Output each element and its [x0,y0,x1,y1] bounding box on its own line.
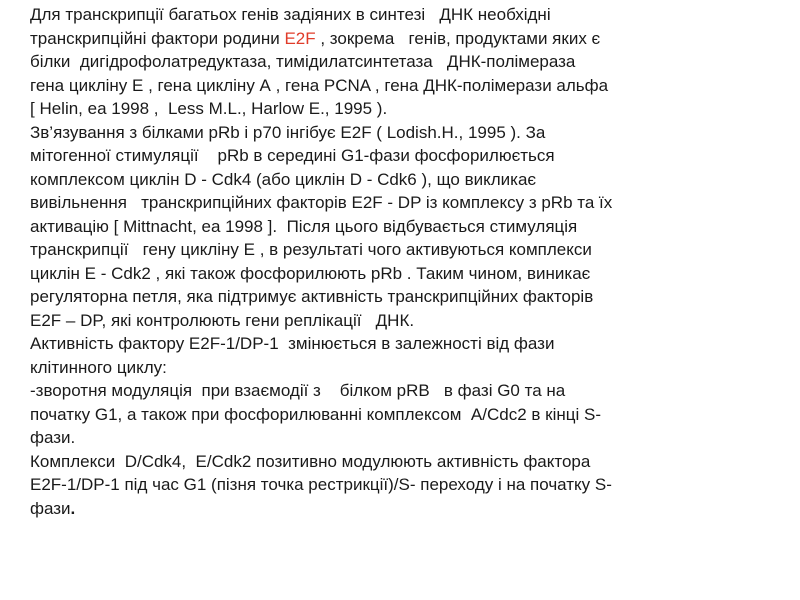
text-line-12: циклін E - Cdk2 , які також фосфорилюють pRb . Таким чином, виникає [30,263,591,283]
text-line-3: білки дигідрофолатредуктаза, тимідилатсинтетаза ДНК-полімераза [30,52,576,71]
text-line-7: мітогенної стимуляції pRb в середині G1-фази фосфорилюється [30,146,555,165]
text-line-2-after: , зокрема генів, продуктами яких є [315,28,601,48]
highlighted-term-e2f: E2F [284,28,316,48]
text-line-14: E2F – DP, які контролюють гени реплікації ДНК. [30,310,415,330]
text-line-16: клітинного циклу: [30,357,167,377]
text-line-18: початку G1, а також при фосфорилюванні комплексом A/Cdc2 в кінці S- [30,404,601,424]
text-line-22 [30,497,794,521]
text-line-21: E2F-1/DP-1 під час G1 (пізня точка рестрикції)/S- переходу і на початку S- [30,475,612,494]
text-line-11: транскрипції гену цикліну Е , в результаті чого активуються комплекси [30,240,592,259]
text-line-19: фази. [30,428,76,447]
final-period: . [70,498,76,518]
text-line-10: активацію [ Mittnacht, ea 1998 ]. Після цього відбувається стимуляція [30,216,578,236]
text-line-13: регуляторна петля, яка підтримує активність транскрипційних факторів [30,287,594,306]
text-line-8: комплексом циклін D - Cdk4 (або циклін D - Cdk6 ), що викликає [30,169,537,189]
text-line-2 [30,27,794,51]
text-line-2-before: транскрипційні фактори родини [30,28,285,48]
text-line-9: вивільнення транскрипційних факторів E2F - DP із комплексу з pRb та їх [30,193,613,212]
text-line-20: Комплекси D/Cdk4, E/Cdk2 позитивно модулюють активність фактора [30,451,591,471]
text-line-6: Зв’язування з білками pRb і p70 інгібує E2F ( Lodish.H., 1995 ). За [30,122,546,142]
text-line-1: Для транскрипції багатьох генів задіяних в синтезі ДНК необхідні [30,5,551,24]
text-line-17: -зворотня модуляція при взаємодії з білком pRB в фазі G0 та на [30,381,566,400]
text-line-22-text: фази [30,498,71,518]
text-line-4: гена цикліну Е , гена цикліну А , гена PCNA , гена ДНК-полімерази альфа [30,75,609,95]
text-line-15: Активність фактору E2F-1/DP-1 змінюється в залежності від фази [30,334,555,353]
text-line-5: [ Helin, ea 1998 , Less M.L., Harlow E., 1995 ). [30,99,388,118]
